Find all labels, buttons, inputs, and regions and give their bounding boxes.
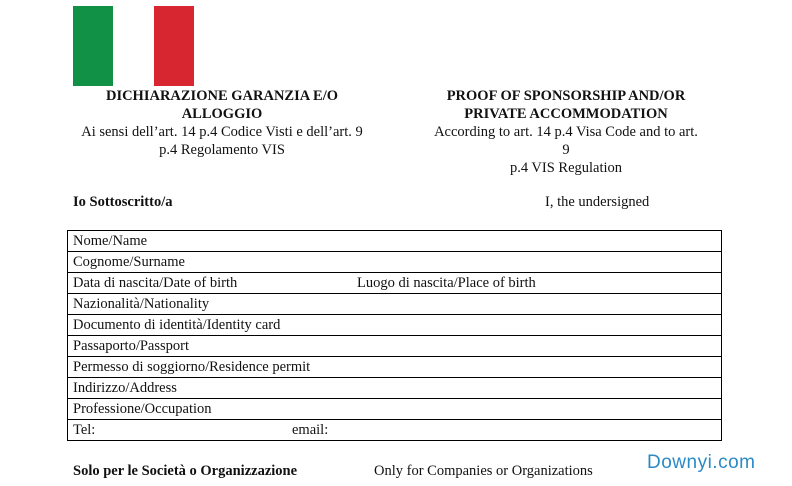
residence-label: Permesso di soggiorno/Residence permit bbox=[73, 359, 311, 375]
form-row-passport[interactable] bbox=[68, 336, 722, 357]
address-field[interactable] bbox=[68, 378, 722, 399]
flag-green-stripe bbox=[73, 6, 113, 86]
english-title: PROOF OF SPONSORSHIP AND/OR PRIVATE ACCOMMODATION bbox=[446, 88, 686, 122]
occupation-field[interactable] bbox=[68, 399, 722, 420]
birth-field[interactable] bbox=[68, 273, 722, 294]
occupation-label: Professione/Occupation bbox=[73, 401, 212, 417]
residence-field[interactable] bbox=[68, 357, 722, 378]
surname-label: Cognome/Surname bbox=[73, 254, 185, 270]
italian-flag bbox=[73, 6, 194, 86]
companies-heading-english: Only for Companies or Organizations bbox=[374, 463, 593, 479]
nationality-field[interactable] bbox=[68, 294, 722, 315]
form-row-surname[interactable] bbox=[68, 252, 722, 273]
form-row-residence[interactable] bbox=[68, 357, 722, 378]
surname-field[interactable] bbox=[68, 252, 722, 273]
site-watermark: Downyi.com bbox=[643, 452, 759, 474]
pob-label: Luogo di nascita/Place of birth bbox=[357, 275, 536, 291]
undersigned-english: I, the undersigned bbox=[545, 194, 650, 210]
italian-header bbox=[73, 87, 371, 159]
form-row-contact[interactable] bbox=[68, 420, 722, 441]
english-subtitle-line3: p.4 VIS Regulation bbox=[509, 160, 623, 176]
form-row-occupation[interactable] bbox=[68, 399, 722, 420]
flag-red-stripe bbox=[154, 6, 194, 86]
id-card-label: Documento di identità/Identity card bbox=[73, 317, 281, 333]
name-field[interactable] bbox=[68, 231, 722, 252]
name-label: Nome/Name bbox=[73, 233, 148, 249]
undersigned-italian: Io Sottoscritto/a bbox=[73, 194, 173, 210]
form-row-address[interactable] bbox=[68, 378, 722, 399]
form-row-id-card[interactable] bbox=[68, 315, 722, 336]
form-row-name[interactable] bbox=[68, 231, 722, 252]
email-label: email: bbox=[292, 422, 329, 438]
english-subtitle-line2: 9 bbox=[562, 142, 570, 158]
sponsor-form-table bbox=[67, 230, 722, 441]
companies-heading-italian: Solo per le Società o Organizzazione bbox=[73, 463, 298, 479]
id-card-field[interactable] bbox=[68, 315, 722, 336]
contact-field[interactable] bbox=[68, 420, 722, 441]
address-label: Indirizzo/Address bbox=[73, 380, 177, 396]
flag-white-stripe bbox=[113, 6, 153, 86]
passport-field[interactable] bbox=[68, 336, 722, 357]
passport-label: Passaporto/Passport bbox=[73, 338, 189, 354]
form-row-birth[interactable] bbox=[68, 273, 722, 294]
nationality-label: Nazionalità/Nationality bbox=[73, 296, 210, 312]
english-subtitle-line1: According to art. 14 p.4 Visa Code and to art. bbox=[434, 124, 698, 140]
tel-label: Tel: bbox=[73, 422, 96, 438]
italian-subtitle: Ai sensi dell’art. 14 p.4 Codice Visti e dell’art. 9 p.4 Regolamento VIS bbox=[81, 124, 363, 158]
english-header bbox=[418, 87, 714, 177]
italian-title: DICHIARAZIONE GARANZIA E/O ALLOGGIO bbox=[105, 88, 339, 122]
form-row-nationality[interactable] bbox=[68, 294, 722, 315]
dob-label: Data di nascita/Date of birth bbox=[73, 275, 238, 291]
